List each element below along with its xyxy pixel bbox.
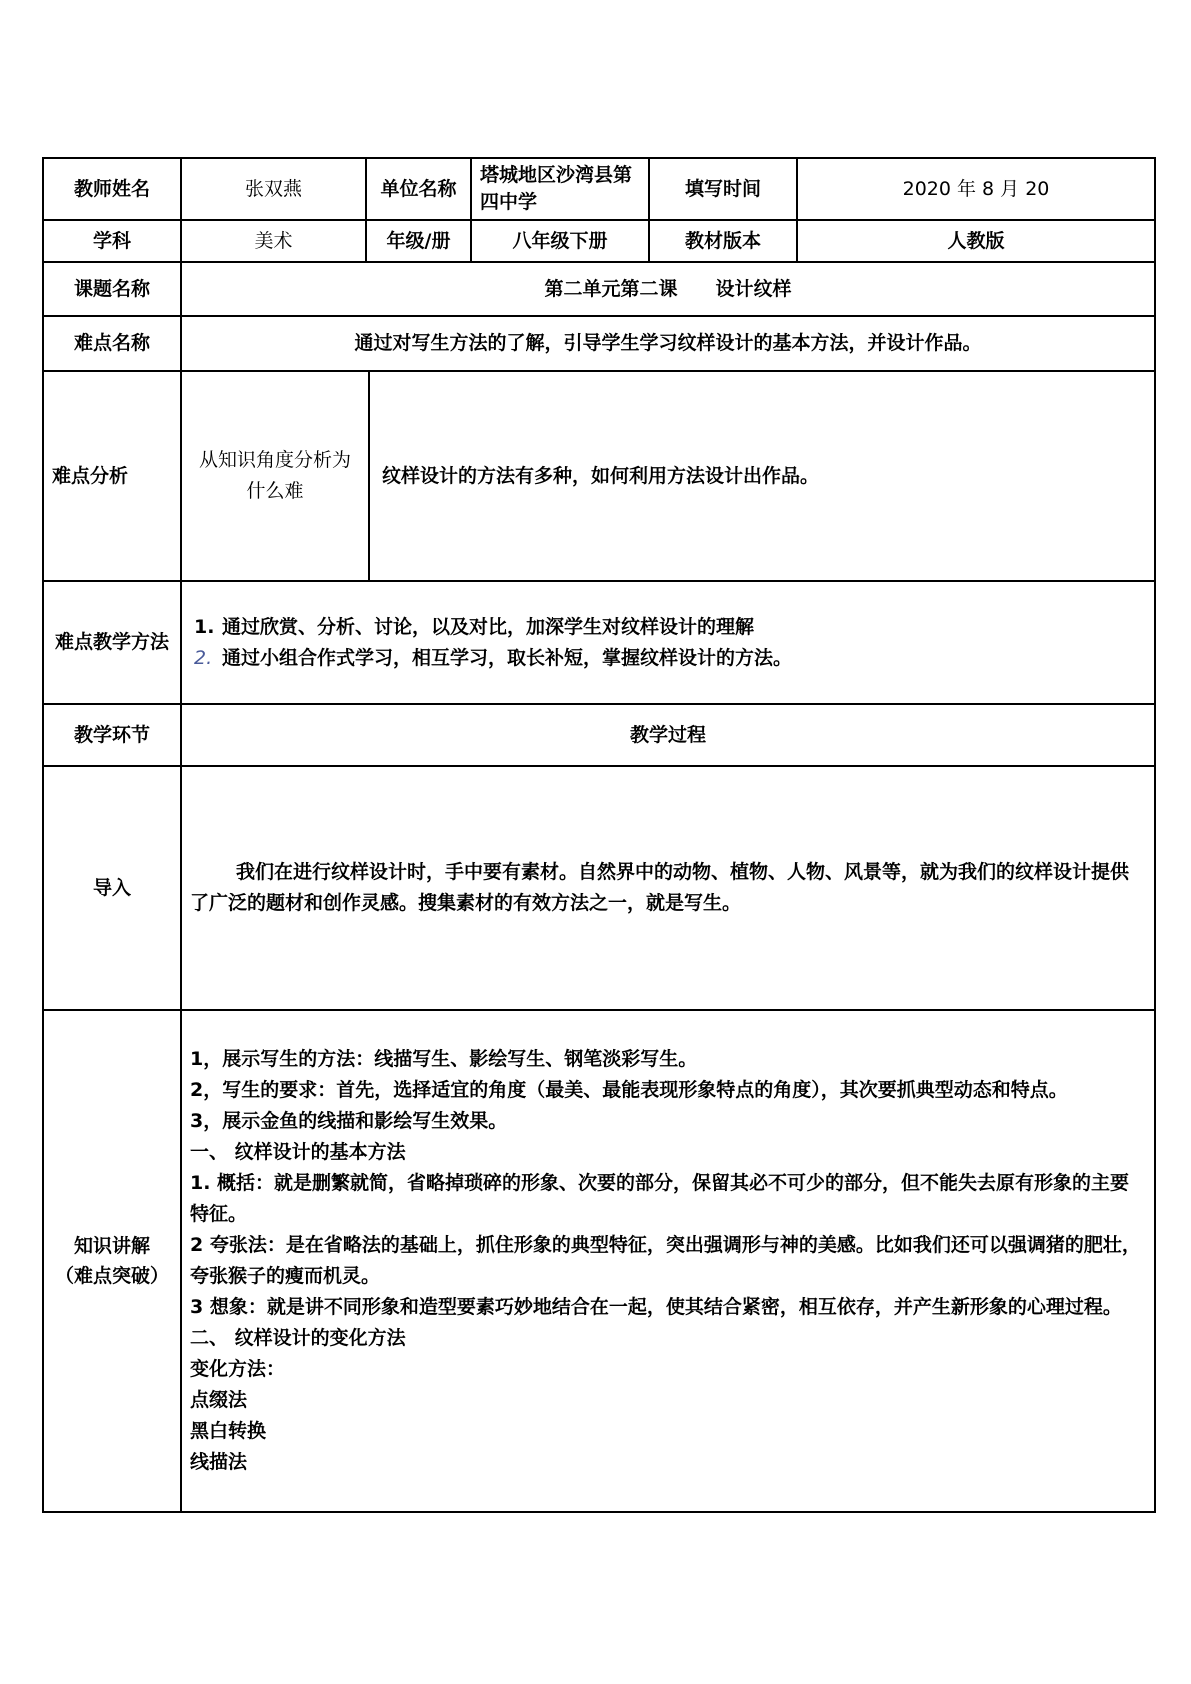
difficulty-value: 通过对写生方法的了解，引导学生学习纹样设计的基本方法，并设计作品。 [181,316,1155,371]
method-cell [181,581,1155,704]
header-row-2 [43,220,1155,262]
process-header-row [43,704,1155,766]
analysis-row [43,371,1155,581]
method-item-num: 2. [194,646,213,669]
teacher-label: 教师姓名 [43,158,181,220]
knowledge-line: 3，展示金鱼的线描和影绘写生效果。 [190,1110,508,1132]
edition-label: 教材版本 [649,220,797,262]
knowledge-line: 变化方法： [190,1358,286,1380]
analysis-text: 纹样设计的方法有多种，如何利用方法设计出作品。 [382,464,820,487]
intro-text: 我们在进行纹样设计时，手中要有素材。自然界中的动物、植物、人物、风景等，就为我们的纹样设计提供了广泛的题材和创作灵感。搜集素材的有效方法之一，就是写生。 [181,766,1155,1010]
method-row [43,581,1155,704]
topic-value: 第二单元第二课 设计纹样 [181,262,1155,316]
analysis-value [370,372,1154,580]
topic-row [43,262,1155,316]
knowledge-line: 1. 概括：就是删繁就简，省略掉琐碎的形象、次要的部分，保留其必不可少的部分，但不能失去原有形象的主要特征。 [190,1172,1130,1225]
subject-label: 学科 [43,220,181,262]
analysis-cell [181,371,1155,581]
knowledge-line: 2，写生的要求：首先，选择适宜的角度（最美、最能表现形象特点的角度），其次要抓典型动态和特点。 [190,1079,1068,1101]
topic-label: 课题名称 [43,262,181,316]
knowledge-row [43,1010,1155,1512]
method-item-text: 通过欣赏、分析、讨论，以及对比，加深学生对纹样设计的理解 [222,615,755,638]
knowledge-line: 1，展示写生的方法：线描写生、影绘写生、钢笔淡彩写生。 [190,1048,698,1070]
knowledge-content [181,1010,1155,1512]
knowledge-line: 一、 纹样设计的基本方法 [190,1141,406,1163]
method-item [194,612,1146,643]
analysis-sub-label: 从知识角度分析为什么难 [182,372,370,580]
header-row-1 [43,158,1155,220]
method-item [194,643,1146,674]
intro-label: 导入 [43,766,181,1010]
unit-value: 塔城地区沙湾县第四中学 [471,158,649,220]
unit-label: 单位名称 [366,158,471,220]
teacher-value: 张双燕 [181,158,366,220]
lesson-plan-table [42,157,1156,1513]
knowledge-label [43,1010,181,1512]
analysis-label: 难点分析 [43,371,181,581]
knowledge-line: 黑白转换 [190,1420,267,1442]
grade-value: 八年级下册 [471,220,649,262]
knowledge-line: 3 想象：就是讲不同形象和造型要素巧妙地结合在一起，使其结合紧密，相互依存，并产生新形象的心理过程。 [190,1296,1122,1318]
knowledge-label-line2: （难点突破） [54,1265,169,1287]
process-stage-label: 教学环节 [43,704,181,766]
knowledge-line: 二、 纹样设计的变化方法 [190,1327,406,1349]
edition-value: 人教版 [797,220,1155,262]
knowledge-line: 点缀法 [190,1389,248,1411]
knowledge-line: 2 夸张法：是在省略法的基础上，抓住形象的典型特征，突出强调形与神的美感。比如我们还可以强调猪的肥壮，夸张猴子的瘦而机灵。 [190,1234,1141,1287]
method-item-text: 通过小组合作式学习，相互学习，取长补短，掌握纹样设计的方法。 [222,646,793,669]
process-label: 教学过程 [181,704,1155,766]
method-label: 难点教学方法 [43,581,181,704]
knowledge-line: 线描法 [190,1451,248,1473]
difficulty-row [43,316,1155,371]
method-item-num: 1. [194,615,215,638]
intro-row [43,766,1155,1010]
difficulty-label: 难点名称 [43,316,181,371]
subject-value: 美术 [181,220,366,262]
grade-label: 年级/册 [366,220,471,262]
fill-time-value: 2020 年 8 月 20 [797,158,1155,220]
knowledge-label-line1: 知识讲解 [73,1235,150,1257]
analysis-inner [182,372,1154,580]
fill-time-label: 填写时间 [649,158,797,220]
